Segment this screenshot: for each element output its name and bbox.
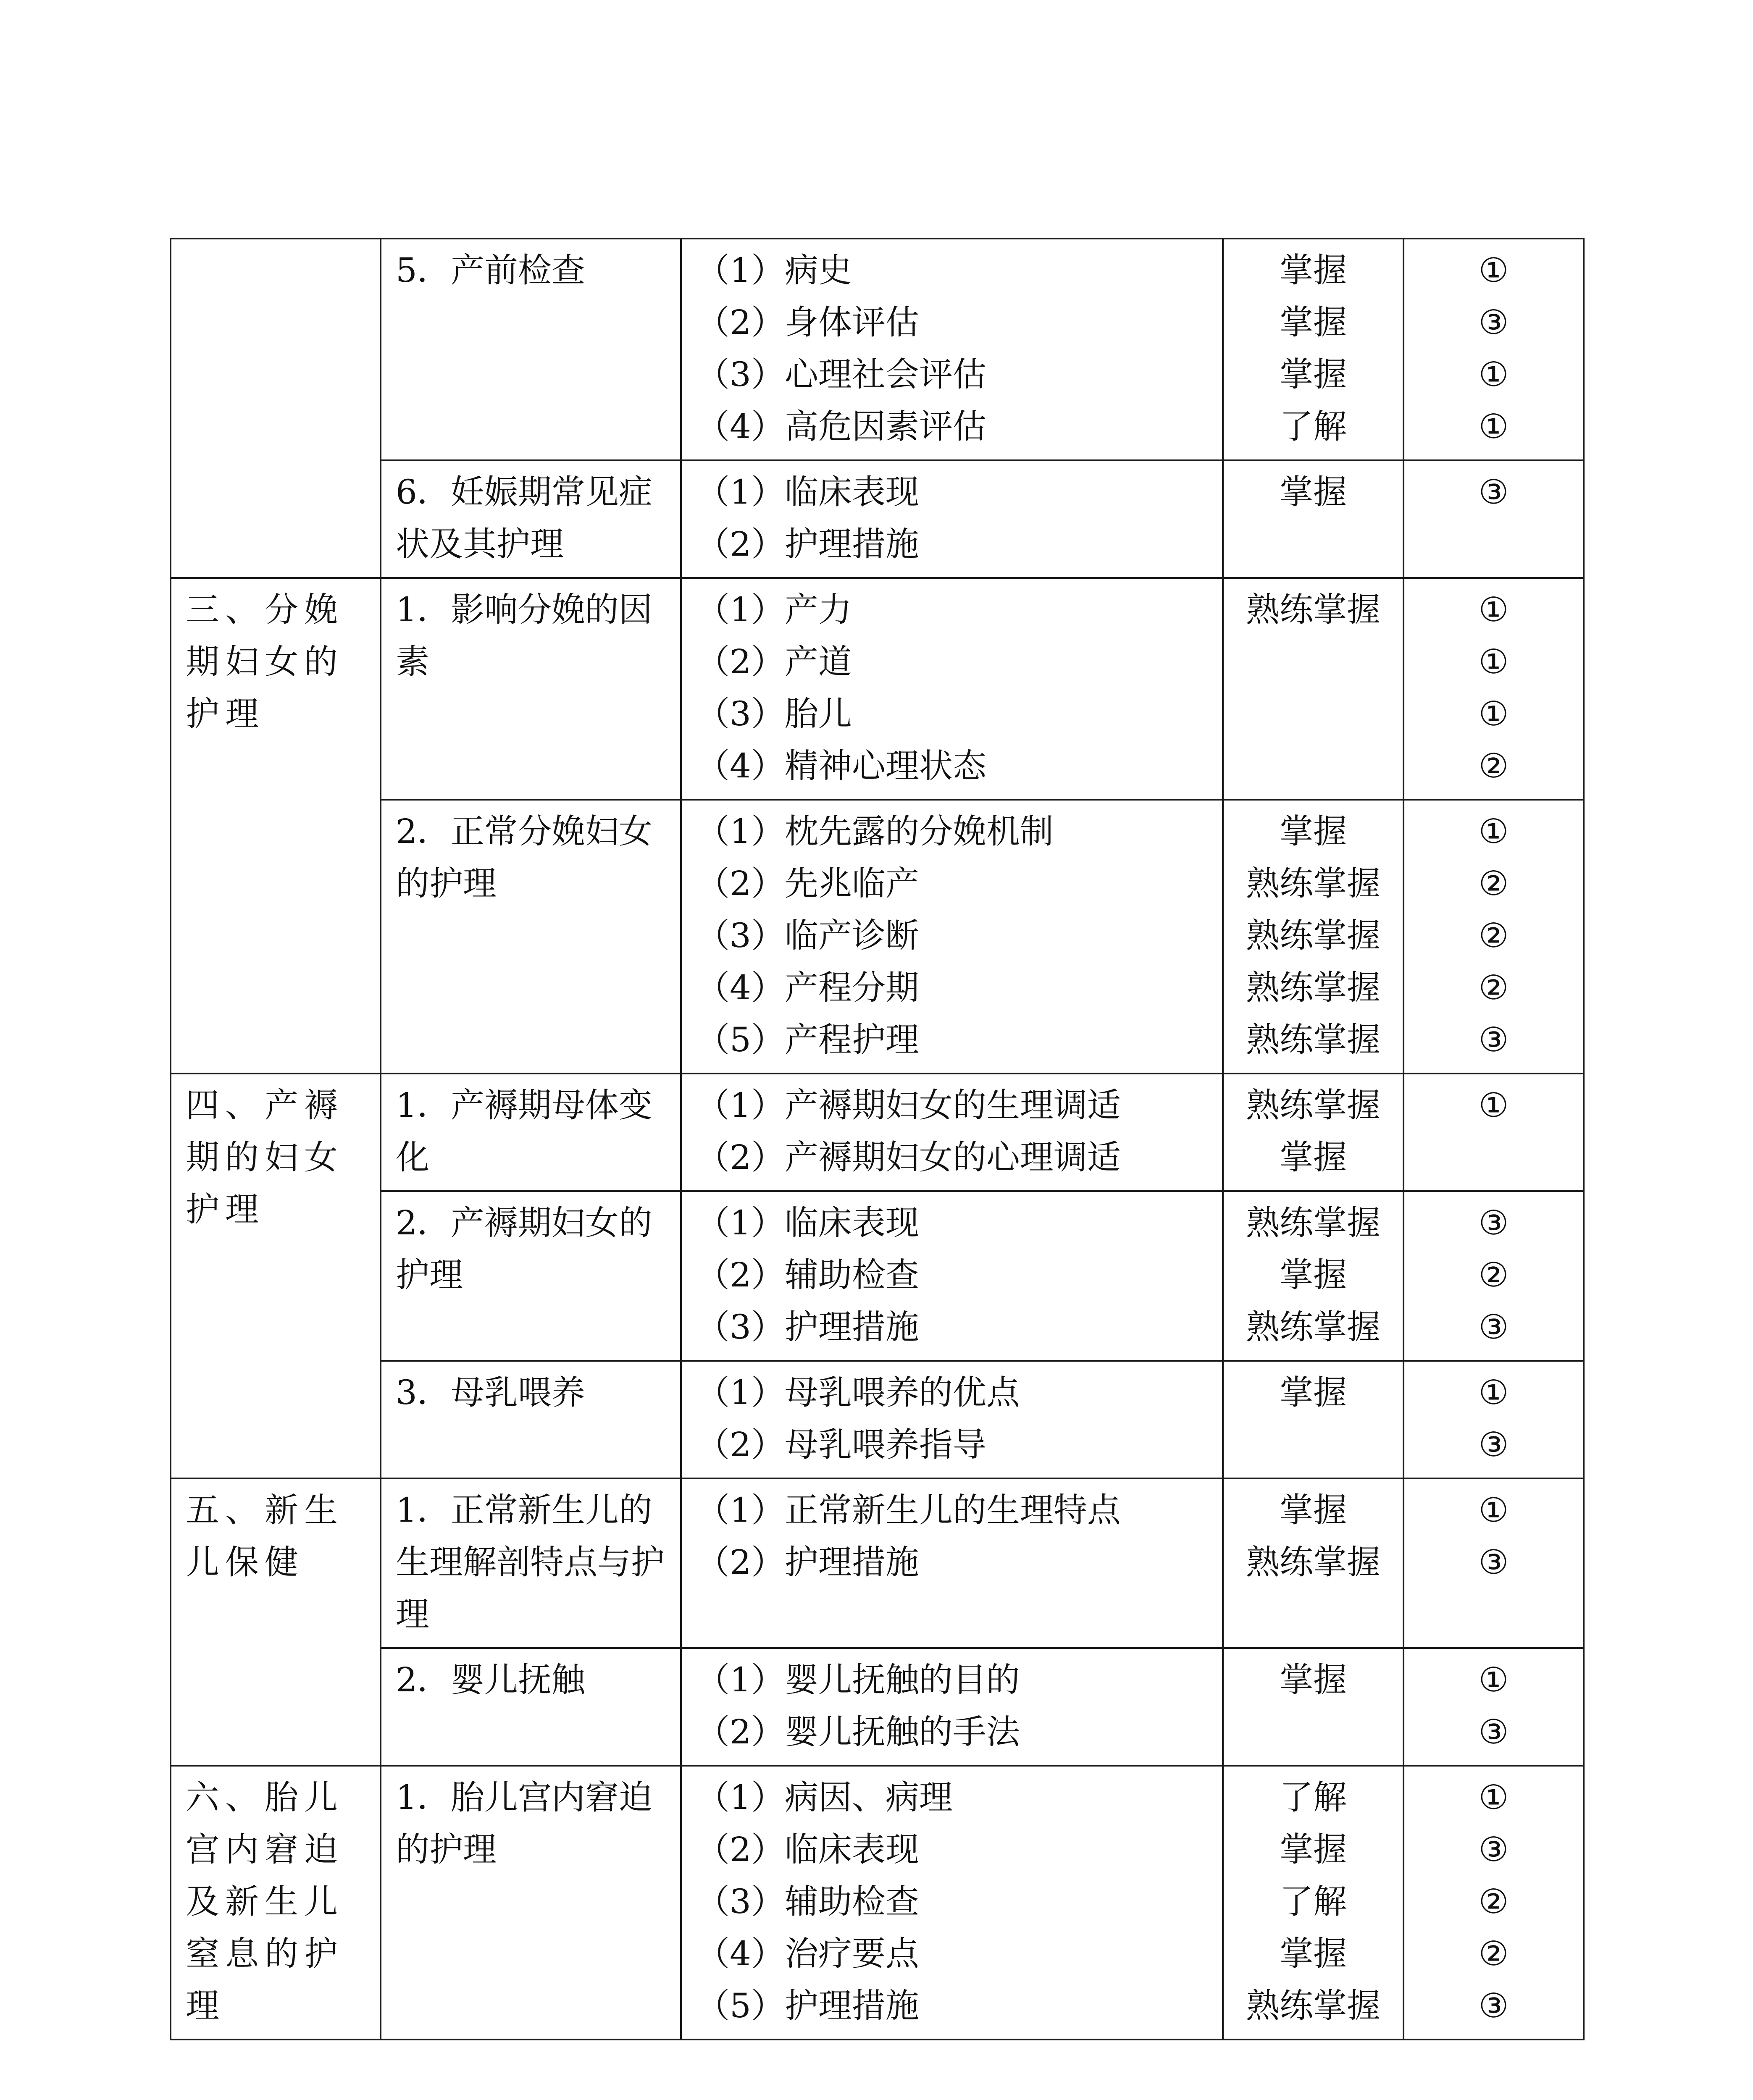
topic-title: 3．母乳喂养 [396, 1373, 585, 1412]
requirement-cell [1223, 239, 1403, 460]
content-cell [681, 800, 1223, 1074]
content-item: （1）婴儿抚触的目的 [696, 1660, 1020, 1699]
requirement-level: 掌握 [1280, 1491, 1347, 1530]
cognitive-level-mark: ③ [1478, 303, 1509, 342]
requirement-level: 掌握 [1280, 1373, 1347, 1412]
topic-cell [381, 1766, 681, 2040]
section-cell [171, 239, 381, 578]
section-cell [171, 1478, 381, 1766]
topic-title: 2．婴儿抚触 [396, 1660, 585, 1699]
content-item: （2）护理措施 [696, 525, 919, 564]
cognitive-level-mark: ① [1478, 407, 1509, 446]
topic-cell [381, 1361, 681, 1478]
topic-title: 1．正常新生儿的生理解剖特点与护理 [396, 1491, 665, 1634]
requirement-level: 熟练掌握 [1246, 1203, 1380, 1242]
cognitive-level-mark: ① [1478, 1373, 1509, 1412]
content-cell [681, 1191, 1223, 1361]
content-cell [681, 1478, 1223, 1648]
section-title: 六、胎儿宫内窘迫及新生儿窒息的护理 [186, 1778, 344, 2025]
requirement-level: 掌握 [1280, 1830, 1347, 1869]
table-row [171, 800, 1584, 1074]
topic-title: 1．产褥期母体变化 [396, 1086, 652, 1177]
cognitive-level-mark: ② [1478, 746, 1509, 785]
cognitive-level-mark: ① [1478, 694, 1509, 733]
requirement-level: 熟练掌握 [1246, 916, 1380, 955]
cognitive-level-mark: ② [1478, 864, 1509, 903]
content-item: （1）正常新生儿的生理特点 [696, 1491, 1121, 1530]
requirement-cell [1223, 578, 1403, 800]
cognitive-level-cell [1403, 800, 1584, 1074]
content-cell [681, 460, 1223, 578]
content-item: （1）临床表现 [696, 472, 919, 512]
section-title: 五、新生儿保健 [186, 1491, 344, 1582]
content-item: （5）护理措施 [696, 1986, 919, 2025]
cognitive-level-mark: ③ [1478, 1543, 1509, 1582]
topic-cell [381, 800, 681, 1074]
topic-cell [381, 578, 681, 800]
cognitive-level-mark: ② [1478, 968, 1509, 1007]
cognitive-level-mark: ② [1478, 916, 1509, 955]
requirement-level: 熟练掌握 [1246, 1543, 1380, 1582]
table-row [171, 1191, 1584, 1361]
requirement-cell [1223, 1766, 1403, 2040]
requirement-cell [1223, 1478, 1403, 1648]
content-item: （1）病史 [696, 251, 852, 290]
requirement-level: 掌握 [1280, 355, 1347, 394]
cognitive-level-mark: ③ [1478, 472, 1509, 512]
content-cell [681, 1361, 1223, 1478]
content-item: （2）护理措施 [696, 1543, 919, 1582]
cognitive-level-mark: ③ [1478, 1830, 1509, 1869]
topic-title: 1．影响分娩的因素 [396, 590, 652, 681]
section-cell [171, 1074, 381, 1478]
requirement-level: 熟练掌握 [1246, 1307, 1380, 1347]
table-row [171, 578, 1584, 800]
content-item: （4）治疗要点 [696, 1934, 919, 1973]
table-row [171, 1361, 1584, 1478]
requirement-cell [1223, 1074, 1403, 1191]
requirement-level: 熟练掌握 [1246, 590, 1380, 629]
cognitive-level-mark: ① [1478, 1086, 1509, 1125]
requirement-level: 了解 [1280, 1778, 1347, 1817]
cognitive-level-cell [1403, 239, 1584, 460]
content-item: （4）高危因素评估 [696, 407, 986, 446]
requirement-cell [1223, 800, 1403, 1074]
content-item: （1）产力 [696, 590, 852, 629]
cognitive-level-cell [1403, 1766, 1584, 2040]
requirement-level: 熟练掌握 [1246, 1020, 1380, 1059]
requirement-level: 了解 [1280, 1882, 1347, 1921]
section-title: 三、分娩期妇女的护理 [186, 590, 344, 733]
content-item: （3）胎儿 [696, 694, 852, 733]
cognitive-level-mark: ② [1478, 1255, 1509, 1294]
cognitive-level-mark: ② [1478, 1934, 1509, 1973]
requirement-level: 熟练掌握 [1246, 968, 1380, 1007]
content-cell [681, 578, 1223, 800]
cognitive-level-mark: ① [1478, 251, 1509, 290]
content-cell [681, 1766, 1223, 2040]
cognitive-level-cell [1403, 1191, 1584, 1361]
content-item: （1）母乳喂养的优点 [696, 1373, 1020, 1412]
cognitive-level-mark: ③ [1478, 1020, 1509, 1059]
requirement-level: 掌握 [1280, 472, 1347, 512]
requirement-level: 掌握 [1280, 251, 1347, 290]
table-row [171, 239, 1584, 460]
content-cell [681, 1648, 1223, 1766]
content-item: （2）先兆临产 [696, 864, 919, 903]
content-item: （2）身体评估 [696, 303, 919, 342]
cognitive-level-mark: ① [1478, 1491, 1509, 1530]
cognitive-level-cell [1403, 1361, 1584, 1478]
content-item: （2）辅助检查 [696, 1255, 919, 1294]
syllabus-table-body [171, 239, 1584, 2040]
content-item: （2）产道 [696, 642, 852, 681]
cognitive-level-mark: ① [1478, 812, 1509, 851]
content-item: （5）产程护理 [696, 1020, 919, 1059]
content-item: （2）产褥期妇女的心理调适 [696, 1138, 1121, 1177]
content-cell [681, 1074, 1223, 1191]
topic-cell [381, 1648, 681, 1766]
table-row [171, 1478, 1584, 1648]
content-item: （4）精神心理状态 [696, 746, 986, 785]
cognitive-level-mark: ① [1478, 590, 1509, 629]
topic-cell [381, 460, 681, 578]
content-item: （2）母乳喂养指导 [696, 1425, 986, 1464]
section-cell [171, 578, 381, 1074]
cognitive-level-cell [1403, 1074, 1584, 1191]
requirement-level: 熟练掌握 [1246, 1986, 1380, 2025]
content-item: （3）护理措施 [696, 1307, 919, 1347]
cognitive-level-mark: ③ [1478, 1425, 1509, 1464]
content-item: （1）临床表现 [696, 1203, 919, 1242]
cognitive-level-mark: ① [1478, 355, 1509, 394]
content-item: （3）临产诊断 [696, 916, 919, 955]
cognitive-level-cell [1403, 460, 1584, 578]
cognitive-level-cell [1403, 1478, 1584, 1648]
table-row [171, 1766, 1584, 2040]
topic-cell [381, 1478, 681, 1648]
cognitive-level-mark: ① [1478, 1660, 1509, 1699]
cognitive-level-mark: ③ [1478, 1203, 1509, 1242]
topic-cell [381, 1074, 681, 1191]
cognitive-level-mark: ③ [1478, 1712, 1509, 1751]
requirement-level: 掌握 [1280, 812, 1347, 851]
table-row [171, 1074, 1584, 1191]
content-item: （3）心理社会评估 [696, 355, 986, 394]
syllabus-table [170, 238, 1585, 2040]
content-item: （1）病因、病理 [696, 1778, 953, 1817]
requirement-level: 熟练掌握 [1246, 1086, 1380, 1125]
requirement-cell [1223, 1191, 1403, 1361]
content-item: （4）产程分期 [696, 968, 919, 1007]
topic-title: 2．产褥期妇女的护理 [396, 1203, 652, 1294]
content-item: （1）产褥期妇女的生理调适 [696, 1086, 1121, 1125]
content-item: （2）临床表现 [696, 1830, 919, 1869]
cognitive-level-cell [1403, 1648, 1584, 1766]
requirement-cell [1223, 1361, 1403, 1478]
content-cell [681, 239, 1223, 460]
requirement-level: 了解 [1280, 407, 1347, 446]
topic-title: 2．正常分娩妇女的护理 [396, 812, 652, 903]
requirement-level: 掌握 [1280, 1255, 1347, 1294]
content-item: （3）辅助检查 [696, 1882, 919, 1921]
requirement-level: 熟练掌握 [1246, 864, 1380, 903]
content-item: （2）婴儿抚触的手法 [696, 1712, 1020, 1751]
cognitive-level-mark: ① [1478, 1778, 1509, 1817]
requirement-cell [1223, 1648, 1403, 1766]
requirement-cell [1223, 460, 1403, 578]
cognitive-level-mark: ② [1478, 1882, 1509, 1921]
cognitive-level-mark: ① [1478, 642, 1509, 681]
requirement-level: 掌握 [1280, 1934, 1347, 1973]
table-row [171, 460, 1584, 578]
section-title: 四、产褥期的妇女护理 [186, 1086, 344, 1229]
table-row [171, 1648, 1584, 1766]
cognitive-level-mark: ③ [1478, 1986, 1509, 2025]
content-item: （1）枕先露的分娩机制 [696, 812, 1054, 851]
section-cell [171, 1766, 381, 2040]
topic-title: 5．产前检查 [396, 251, 585, 290]
requirement-level: 掌握 [1280, 303, 1347, 342]
topic-cell [381, 1191, 681, 1361]
topic-title: 1．胎儿宫内窘迫的护理 [396, 1778, 652, 1869]
requirement-level: 掌握 [1280, 1138, 1347, 1177]
topic-cell [381, 239, 681, 460]
requirement-level: 掌握 [1280, 1660, 1347, 1699]
cognitive-level-mark: ③ [1478, 1307, 1509, 1347]
cognitive-level-cell [1403, 578, 1584, 800]
topic-title: 6．妊娠期常见症状及其护理 [396, 472, 652, 564]
